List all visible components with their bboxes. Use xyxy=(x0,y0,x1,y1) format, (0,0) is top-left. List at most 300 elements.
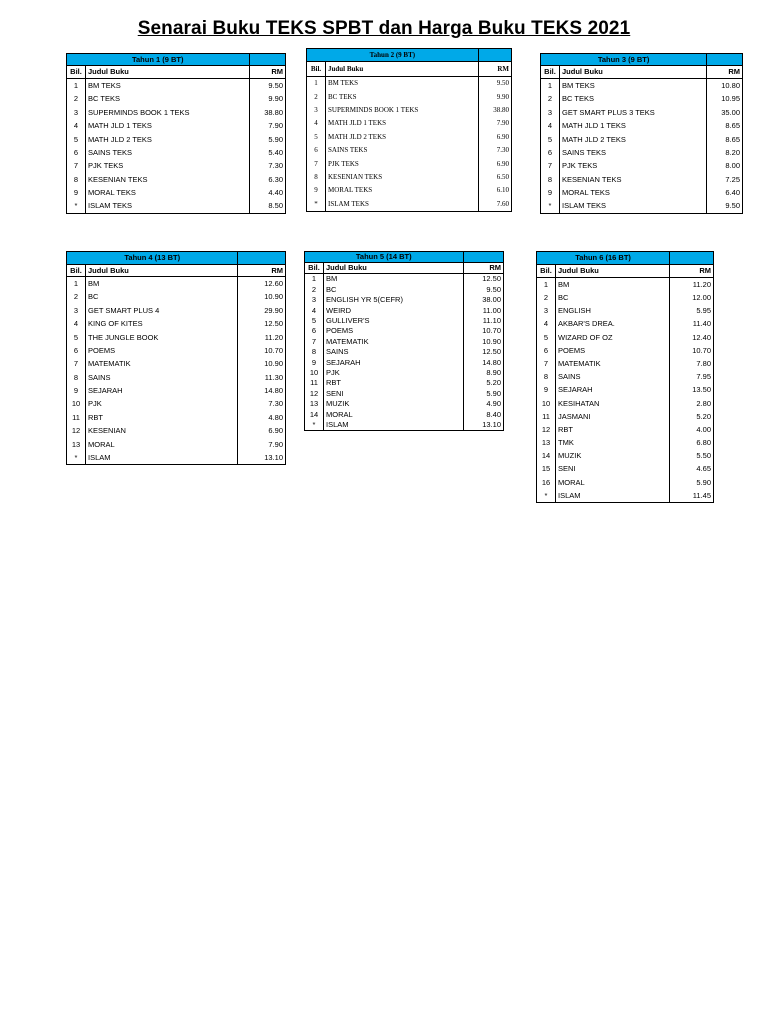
table-row xyxy=(307,198,512,212)
row-rm: 10.70 xyxy=(238,344,286,357)
row-bil: 9 xyxy=(307,184,326,197)
row-rm: 10.70 xyxy=(463,326,503,336)
row-bil: 4 xyxy=(67,317,86,330)
row-rm: 13.10 xyxy=(238,451,286,465)
row-rm: 12.40 xyxy=(670,331,714,344)
row-bil: 5 xyxy=(307,131,326,144)
row-judul: BC xyxy=(324,284,464,294)
row-bil: 12 xyxy=(67,424,86,437)
row-bil: 5 xyxy=(67,133,86,146)
table-row xyxy=(541,133,743,146)
column-header-row xyxy=(537,265,714,278)
table-row xyxy=(305,388,504,398)
row-bil: 6 xyxy=(67,344,86,357)
row-judul: SUPERMINDS BOOK 1 TEKS xyxy=(86,106,250,119)
row-bil: 7 xyxy=(541,159,560,172)
row-bil: 2 xyxy=(537,291,556,304)
row-rm: 12.50 xyxy=(463,274,503,285)
row-rm: 4.40 xyxy=(249,186,286,199)
table-row xyxy=(305,274,504,285)
table-row xyxy=(307,157,512,170)
row-judul: MATEMATIK xyxy=(556,357,670,370)
row-bil: 4 xyxy=(67,119,86,132)
table-row xyxy=(537,397,714,410)
col-rm-header: RM xyxy=(238,265,286,277)
row-bil: 2 xyxy=(541,92,560,105)
row-judul: BC TEKS xyxy=(560,92,707,105)
row-judul: PJK xyxy=(86,398,238,411)
row-rm: 9.50 xyxy=(249,79,286,93)
row-judul: MUZIK xyxy=(324,399,464,409)
table-row xyxy=(67,290,286,303)
row-judul: ISLAM TEKS xyxy=(560,200,707,214)
row-judul: POEMS xyxy=(86,344,238,357)
table-row xyxy=(541,146,743,159)
row-bil: 1 xyxy=(67,277,86,291)
row-judul: SEJARAH xyxy=(556,384,670,397)
row-rm: 9.50 xyxy=(463,284,503,294)
row-judul: SEJARAH xyxy=(324,357,464,367)
row-rm: 4.80 xyxy=(238,411,286,424)
row-bil: 13 xyxy=(537,436,556,449)
row-judul: KESENIAN TEKS xyxy=(560,173,707,186)
row-bil: 14 xyxy=(305,409,324,419)
table-row xyxy=(67,146,286,159)
table-heading-row xyxy=(537,252,714,265)
table-row xyxy=(537,384,714,397)
row-judul: JASMANI xyxy=(556,410,670,423)
table-row xyxy=(67,451,286,465)
row-bil: * xyxy=(537,489,556,503)
row-rm: 10.90 xyxy=(238,357,286,370)
table-row xyxy=(537,410,714,423)
table-heading-blank xyxy=(670,252,714,265)
table-heading-row xyxy=(305,252,504,263)
column-header-row xyxy=(305,263,504,274)
row-bil: 5 xyxy=(305,316,324,326)
table-row xyxy=(67,186,286,199)
column-header-row xyxy=(307,62,512,77)
table-row xyxy=(305,399,504,409)
row-judul: ISLAM xyxy=(86,451,238,465)
row-judul: ENGLISH xyxy=(556,304,670,317)
table-row xyxy=(307,117,512,130)
row-rm: 38.00 xyxy=(463,295,503,305)
row-judul: MATH JLD 2 TEKS xyxy=(560,133,707,146)
table-row xyxy=(537,463,714,476)
table-tahun-4 xyxy=(66,251,286,465)
row-bil: 6 xyxy=(537,344,556,357)
row-rm: 6.30 xyxy=(249,173,286,186)
row-judul: SAINS TEKS xyxy=(560,146,707,159)
row-judul: SAINS xyxy=(324,347,464,357)
row-bil: 3 xyxy=(541,106,560,119)
row-judul: MATEMATIK xyxy=(324,336,464,346)
page-title: Senarai Buku TEKS SPBT dan Harga Buku TEKS 2021 xyxy=(137,18,631,39)
table-row xyxy=(537,291,714,304)
row-bil: 11 xyxy=(67,411,86,424)
row-bil: 8 xyxy=(537,370,556,383)
row-judul: POEMS xyxy=(324,326,464,336)
row-rm: 9.90 xyxy=(249,92,286,105)
row-rm: 4.00 xyxy=(670,423,714,436)
row-bil: * xyxy=(307,198,326,212)
table-row xyxy=(305,316,504,326)
column-header-row xyxy=(541,66,743,79)
table-row xyxy=(67,317,286,330)
row-rm: 12.00 xyxy=(670,291,714,304)
row-judul: BM xyxy=(324,274,464,285)
row-judul: BC xyxy=(556,291,670,304)
row-rm: 9.50 xyxy=(707,200,743,214)
table-heading: Tahun 5 (14 BT) xyxy=(305,252,464,263)
table-row xyxy=(305,368,504,378)
row-rm: 8.20 xyxy=(707,146,743,159)
row-judul: MATEMATIK xyxy=(86,357,238,370)
table-row xyxy=(305,305,504,315)
row-rm: 12.50 xyxy=(463,347,503,357)
row-judul: PJK TEKS xyxy=(560,159,707,172)
table-row xyxy=(537,344,714,357)
table-row xyxy=(67,173,286,186)
col-rm-header: RM xyxy=(249,66,286,79)
row-rm: 13.50 xyxy=(670,384,714,397)
row-bil: 6 xyxy=(541,146,560,159)
table-row xyxy=(307,131,512,144)
row-judul: GULLIVER'S xyxy=(324,316,464,326)
table-row xyxy=(67,200,286,214)
table-row xyxy=(67,424,286,437)
row-judul: AKBAR'S DREA. xyxy=(556,318,670,331)
table-heading: Tahun 2 (9 BT) xyxy=(307,49,479,62)
row-bil: 8 xyxy=(67,371,86,384)
row-judul: BC xyxy=(86,290,238,303)
row-judul: KING OF KITES xyxy=(86,317,238,330)
row-judul: SEJARAH xyxy=(86,384,238,397)
table-row xyxy=(305,419,504,430)
row-bil: 5 xyxy=(67,331,86,344)
table-row xyxy=(541,106,743,119)
row-bil: 2 xyxy=(67,92,86,105)
table-heading: Tahun 3 (9 BT) xyxy=(541,54,707,66)
row-rm: 7.25 xyxy=(707,173,743,186)
table-row xyxy=(537,436,714,449)
row-bil: * xyxy=(67,200,86,214)
table-row xyxy=(541,159,743,172)
table-heading-row xyxy=(67,54,286,66)
row-rm: 7.30 xyxy=(249,159,286,172)
row-bil: 9 xyxy=(67,384,86,397)
row-bil: 10 xyxy=(67,398,86,411)
row-bil: 3 xyxy=(67,304,86,317)
row-judul: BM xyxy=(86,277,238,291)
row-judul: ISLAM TEKS xyxy=(326,198,479,212)
row-rm: 14.80 xyxy=(463,357,503,367)
row-bil: 11 xyxy=(305,378,324,388)
row-bil: 14 xyxy=(537,449,556,462)
table-heading-blank xyxy=(463,252,503,263)
row-judul: MATH JLD 1 TEKS xyxy=(560,119,707,132)
row-rm: 11.40 xyxy=(670,318,714,331)
table-row xyxy=(537,489,714,503)
table-tahun-3 xyxy=(540,53,743,214)
row-rm: 9.90 xyxy=(478,90,511,103)
table-row xyxy=(67,371,286,384)
row-rm: 10.90 xyxy=(463,336,503,346)
row-rm: 5.90 xyxy=(249,133,286,146)
row-bil: 2 xyxy=(307,90,326,103)
table-heading-blank xyxy=(478,49,511,62)
row-bil: 8 xyxy=(541,173,560,186)
row-rm: 2.80 xyxy=(670,397,714,410)
row-judul: PJK xyxy=(324,368,464,378)
row-bil: 7 xyxy=(67,357,86,370)
row-judul: KESENIAN TEKS xyxy=(326,171,479,184)
table-row xyxy=(305,336,504,346)
row-judul: SAINS xyxy=(86,371,238,384)
row-rm: 12.50 xyxy=(238,317,286,330)
row-judul: MATH JLD 2 TEKS xyxy=(86,133,250,146)
row-rm: 6.50 xyxy=(478,171,511,184)
row-bil: 3 xyxy=(67,106,86,119)
row-rm: 6.90 xyxy=(478,131,511,144)
row-judul: BM TEKS xyxy=(560,79,707,93)
table-row xyxy=(307,144,512,157)
row-rm: 5.40 xyxy=(249,146,286,159)
row-bil: 3 xyxy=(307,104,326,117)
table-row xyxy=(67,398,286,411)
table-row xyxy=(307,90,512,103)
col-judul-header: Judul Buku xyxy=(324,263,464,274)
row-bil: * xyxy=(305,419,324,430)
table-row xyxy=(537,476,714,489)
col-rm-header: RM xyxy=(670,265,714,278)
row-rm: 5.20 xyxy=(670,410,714,423)
row-judul: GET SMART PLUS 3 TEKS xyxy=(560,106,707,119)
col-bil-header: Bil. xyxy=(67,265,86,277)
row-bil: 5 xyxy=(537,331,556,344)
row-rm: 6.90 xyxy=(478,157,511,170)
table-heading-blank xyxy=(238,252,286,265)
table-row xyxy=(67,159,286,172)
row-bil: 8 xyxy=(67,173,86,186)
row-judul: BM xyxy=(556,278,670,292)
table-row xyxy=(67,384,286,397)
row-bil: 3 xyxy=(537,304,556,317)
row-rm: 6.40 xyxy=(707,186,743,199)
table-heading: Tahun 6 (16 BT) xyxy=(537,252,670,265)
row-rm: 29.90 xyxy=(238,304,286,317)
row-rm: 10.70 xyxy=(670,344,714,357)
table-row xyxy=(67,277,286,291)
row-bil: 1 xyxy=(541,79,560,93)
row-bil: 13 xyxy=(67,438,86,451)
row-bil: 12 xyxy=(537,423,556,436)
table-row xyxy=(537,331,714,344)
row-judul: ISLAM TEKS xyxy=(86,200,250,214)
table-row xyxy=(67,106,286,119)
table-row xyxy=(305,284,504,294)
row-bil: 10 xyxy=(305,368,324,378)
row-rm: 7.60 xyxy=(478,198,511,212)
row-bil: 13 xyxy=(305,399,324,409)
row-judul: TMK xyxy=(556,436,670,449)
row-bil: 8 xyxy=(307,171,326,184)
row-bil: 1 xyxy=(67,79,86,93)
row-bil: 2 xyxy=(305,284,324,294)
row-judul: MUZIK xyxy=(556,449,670,462)
row-bil: 4 xyxy=(541,119,560,132)
col-judul-header: Judul Buku xyxy=(560,66,707,79)
row-judul: THE JUNGLE BOOK xyxy=(86,331,238,344)
row-judul: SENI xyxy=(324,388,464,398)
row-rm: 7.80 xyxy=(670,357,714,370)
table-row xyxy=(541,79,743,93)
row-judul: ENGLISH YR 5(CEFR) xyxy=(324,295,464,305)
row-rm: 7.95 xyxy=(670,370,714,383)
table-row xyxy=(67,357,286,370)
row-judul: KESENIAN xyxy=(86,424,238,437)
table-heading: Tahun 4 (13 BT) xyxy=(67,252,238,265)
row-rm: 10.90 xyxy=(238,290,286,303)
row-judul: RBT xyxy=(556,423,670,436)
row-judul: MORAL xyxy=(324,409,464,419)
row-bil: 6 xyxy=(67,146,86,159)
table-row xyxy=(305,357,504,367)
row-rm: 11.20 xyxy=(670,278,714,292)
table-tahun-6 xyxy=(536,251,714,503)
row-rm: 7.90 xyxy=(478,117,511,130)
row-rm: 6.80 xyxy=(670,436,714,449)
row-rm: 11.30 xyxy=(238,371,286,384)
row-rm: 8.65 xyxy=(707,133,743,146)
row-bil: 1 xyxy=(305,274,324,285)
row-rm: 12.60 xyxy=(238,277,286,291)
table-row xyxy=(67,411,286,424)
row-judul: ISLAM xyxy=(324,419,464,430)
col-judul-header: Judul Buku xyxy=(556,265,670,278)
table-tahun-5 xyxy=(304,251,504,431)
table-row xyxy=(307,184,512,197)
row-rm: 11.45 xyxy=(670,489,714,503)
row-bil: 3 xyxy=(305,295,324,305)
row-judul: PJK TEKS xyxy=(326,157,479,170)
row-rm: 10.95 xyxy=(707,92,743,105)
row-rm: 11.00 xyxy=(463,305,503,315)
row-bil: 6 xyxy=(305,326,324,336)
row-rm: 38.80 xyxy=(249,106,286,119)
table-heading-blank xyxy=(707,54,743,66)
row-bil: 7 xyxy=(305,336,324,346)
table-row xyxy=(305,326,504,336)
table-heading-row xyxy=(67,252,286,265)
row-rm: 9.50 xyxy=(478,77,511,91)
column-header-row xyxy=(67,265,286,277)
row-judul: MORAL xyxy=(556,476,670,489)
row-bil: 12 xyxy=(305,388,324,398)
table-row xyxy=(541,186,743,199)
row-rm: 11.20 xyxy=(238,331,286,344)
row-judul: SAINS xyxy=(556,370,670,383)
row-bil: * xyxy=(67,451,86,465)
row-rm: 8.90 xyxy=(463,368,503,378)
table-row xyxy=(307,171,512,184)
table-row xyxy=(67,344,286,357)
row-judul: MORAL TEKS xyxy=(86,186,250,199)
row-judul: MORAL TEKS xyxy=(560,186,707,199)
row-bil: 7 xyxy=(307,157,326,170)
row-rm: 13.10 xyxy=(463,419,503,430)
row-judul: GET SMART PLUS 4 xyxy=(86,304,238,317)
column-header-row xyxy=(67,66,286,79)
col-judul-header: Judul Buku xyxy=(86,265,238,277)
row-rm: 4.65 xyxy=(670,463,714,476)
table-row xyxy=(541,92,743,105)
row-judul: WIZARD OF OZ xyxy=(556,331,670,344)
row-bil: 2 xyxy=(67,290,86,303)
row-bil: 16 xyxy=(537,476,556,489)
row-judul: RBT xyxy=(86,411,238,424)
col-rm-header: RM xyxy=(463,263,503,274)
row-judul: MATH JLD 1 TEKS xyxy=(86,119,250,132)
table-heading-row xyxy=(307,49,512,62)
table-row xyxy=(67,304,286,317)
table-row xyxy=(305,409,504,419)
row-judul: MATH JLD 1 TEKS xyxy=(326,117,479,130)
row-judul: BM TEKS xyxy=(326,77,479,91)
table-row xyxy=(537,423,714,436)
row-bil: 1 xyxy=(537,278,556,292)
table-row xyxy=(537,278,714,292)
table-tahun-2 xyxy=(306,48,512,212)
row-rm: 14.80 xyxy=(238,384,286,397)
row-judul: BC TEKS xyxy=(326,90,479,103)
row-bil: 8 xyxy=(305,347,324,357)
row-bil: 11 xyxy=(537,410,556,423)
table-row xyxy=(537,370,714,383)
table-row xyxy=(541,200,743,214)
row-rm: 6.90 xyxy=(238,424,286,437)
table-heading-blank xyxy=(249,54,286,66)
row-judul: PJK TEKS xyxy=(86,159,250,172)
row-rm: 7.30 xyxy=(238,398,286,411)
table-row xyxy=(541,173,743,186)
row-bil: 9 xyxy=(537,384,556,397)
table-row xyxy=(67,438,286,451)
row-bil: 7 xyxy=(537,357,556,370)
row-judul: SAINS TEKS xyxy=(326,144,479,157)
row-bil: 9 xyxy=(541,186,560,199)
row-bil: 7 xyxy=(67,159,86,172)
row-bil: 4 xyxy=(305,305,324,315)
row-judul: BC TEKS xyxy=(86,92,250,105)
row-judul: WEIRD xyxy=(324,305,464,315)
table-heading: Tahun 1 (9 BT) xyxy=(67,54,250,66)
row-rm: 5.90 xyxy=(463,388,503,398)
row-rm: 8.65 xyxy=(707,119,743,132)
table-heading-row xyxy=(541,54,743,66)
row-rm: 5.90 xyxy=(670,476,714,489)
col-rm-header: RM xyxy=(707,66,743,79)
table-row xyxy=(537,357,714,370)
row-bil: 5 xyxy=(541,133,560,146)
row-rm: 35.00 xyxy=(707,106,743,119)
col-judul-header: Judul Buku xyxy=(86,66,250,79)
col-bil-header: Bil. xyxy=(307,62,326,77)
row-rm: 5.20 xyxy=(463,378,503,388)
table-row xyxy=(67,331,286,344)
row-judul: SENI xyxy=(556,463,670,476)
